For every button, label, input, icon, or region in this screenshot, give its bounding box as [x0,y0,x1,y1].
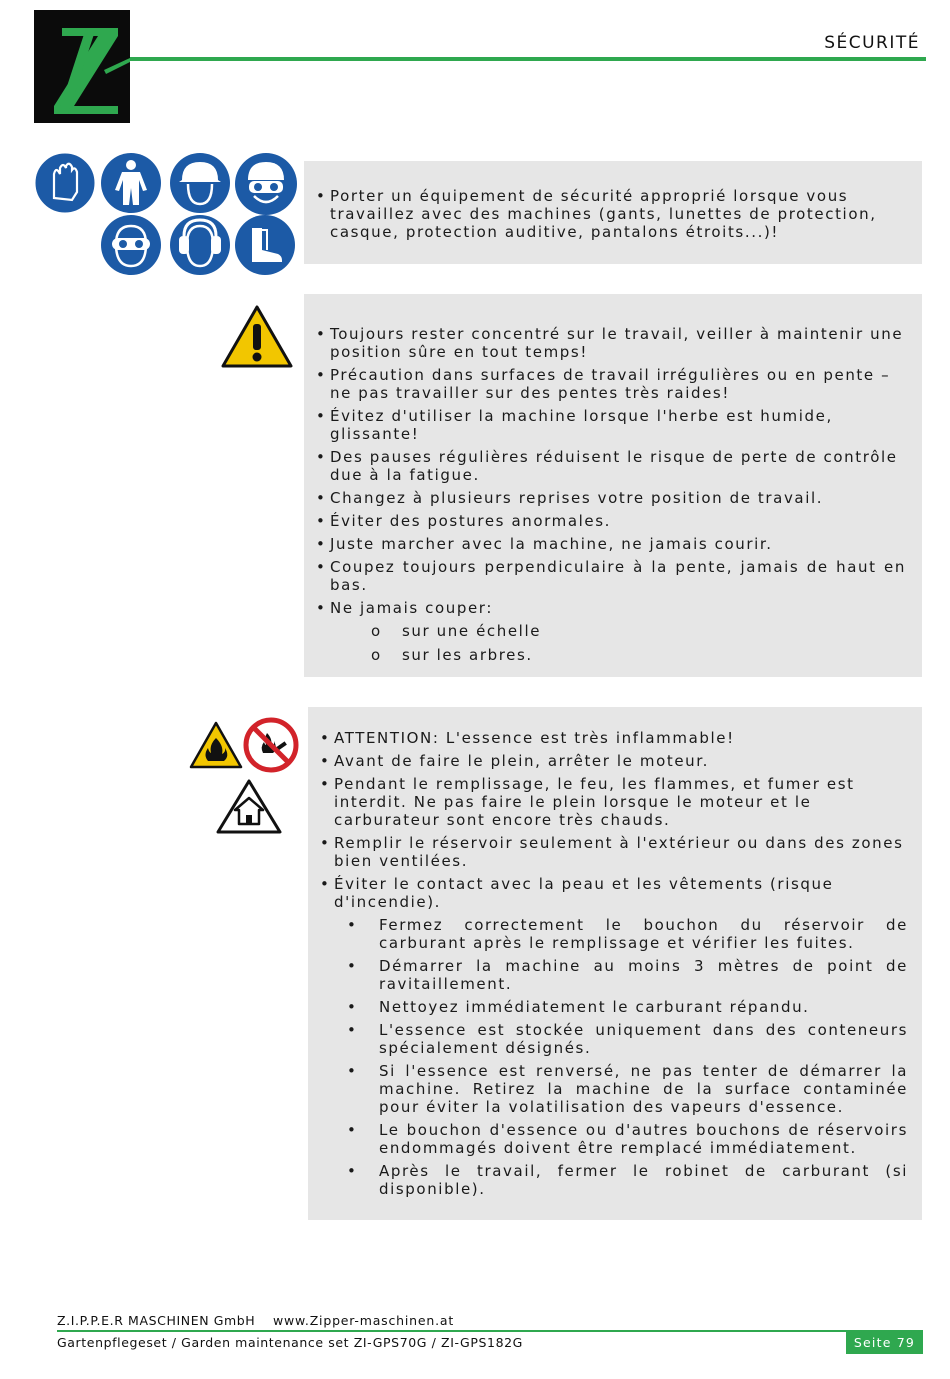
warning-triangle-icon [220,304,294,370]
flammable-warning-icon [188,720,244,770]
list-item: • Changez à plusieurs reprises votre position de travail. [316,489,906,507]
footer-product: Gartenpflegeset / Garden maintenance set ZI-GPS70G / ZI-GPS182G [57,1335,523,1350]
sub-list-item: • L'essence est stockée uniquement dans des conteneurs spécialement désignés. [347,1021,908,1057]
helmet-icon [169,152,231,214]
footer-company: Z.I.P.P.E.R MASCHINEN GmbH [57,1313,256,1328]
ear-protection-icon [169,214,231,276]
fuel-safety-panel [308,707,922,1220]
safety-boots-icon [234,214,296,276]
list-item: • Porter un équipement de sécurité approprié lorsque vous travaillez avec des machines (gants, lunettes de protection, casque, protection auditive, pantalons étroits...)! [316,187,912,241]
safety-goggles-icon [100,214,162,276]
sub-list-item: o sur une échelle [371,622,542,640]
protective-suit-icon [100,152,162,214]
list-item: • Remplir le réservoir seulement à l'extérieur ou dans des zones bien ventilées. [320,834,908,870]
gloves-icon [34,152,96,214]
zipper-logo [34,10,130,123]
list-item: • Toujours rester concentré sur le travail, veiller à maintenir une position sûre en tout temps! [316,325,906,361]
list-item: • ATTENTION: L'essence est très inflammable! [320,729,908,747]
list-item: • Des pauses régulières réduisent le risque de perte de contrôle due à la fatigue. [316,448,906,484]
list-item: • Avant de faire le plein, arrêter le moteur. [320,752,908,770]
no-open-flame-icon [243,717,299,773]
page-title: SÉCURITÉ [824,33,920,53]
general-safety-panel [304,294,922,677]
list-item: • Évitez d'utiliser la machine lorsque l'herbe est humide, glissante! [316,407,906,443]
face-shield-icon [234,152,298,216]
header-divider [130,57,926,61]
ppe-panel [304,161,922,264]
list-item: • Pendant le remplissage, le feu, les flammes, et fumer est interdit. Ne pas faire le plein lorsque le moteur et le carburateur sont encore très chauds. [320,775,908,829]
list-item: • Ne jamais couper: [316,599,906,617]
sub-list-item: • Le bouchon d'essence ou d'autres bouchons de réservoirs endommagés doivent être remplacé immédiatement. [347,1121,908,1157]
sub-list-item: o sur les arbres. [371,646,533,664]
outdoor-house-icon [215,778,283,836]
logo-z-icon [34,10,130,123]
footer-website-link[interactable]: www.Zipper-maschinen.at [273,1313,455,1328]
sub-list-item: • Nettoyez immédiatement le carburant répandu. [347,998,810,1016]
sub-list-item: • Si l'essence est renversé, ne pas tenter de démarrer la machine. Retirez la machine de la surface contaminée pour éviter la volatilisation des vapeurs d'essence. [347,1062,908,1116]
footer-divider [57,1330,923,1332]
sub-list-item: • Après le travail, fermer le robinet de carburant (si disponible). [347,1162,908,1198]
list-item: • Éviter le contact avec la peau et les vêtements (risque d'incendie). [320,875,908,911]
page-number-badge: Seite 79 [846,1332,923,1354]
list-item: • Éviter des postures anormales. [316,512,906,530]
ppe-icon-group [34,152,299,277]
sub-list-item: • Fermez correctement le bouchon du réservoir de carburant après le remplissage et vérifier les fuites. [347,916,908,952]
list-item: • Coupez toujours perpendiculaire à la pente, jamais de haut en bas. [316,558,906,594]
list-item: • Juste marcher avec la machine, ne jamais courir. [316,535,906,553]
list-item: • Précaution dans surfaces de travail irrégulières ou en pente – ne pas travailler sur des pentes très raides! [316,366,906,402]
sub-list-item: • Démarrer la machine au moins 3 mètres de point de ravitaillement. [347,957,908,993]
